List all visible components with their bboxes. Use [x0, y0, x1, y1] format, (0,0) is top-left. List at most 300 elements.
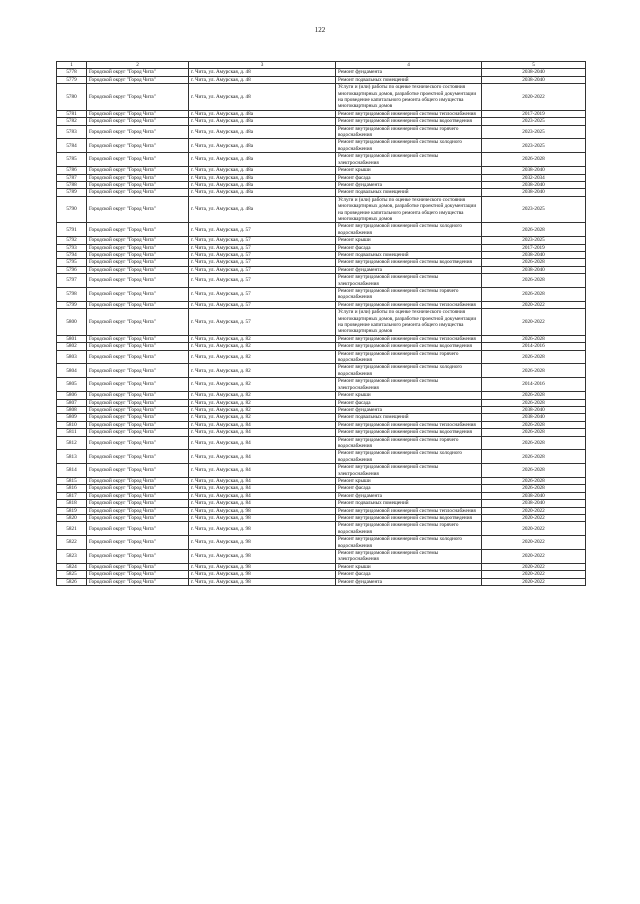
period-cell: 2038-2040	[482, 189, 586, 196]
address-cell: г. Чита, ул. Амурская, д. 98	[189, 571, 336, 578]
row-number-cell: 5796	[57, 266, 87, 273]
period-cell: 2026-2028	[482, 429, 586, 436]
table-row	[57, 578, 586, 585]
table-row	[57, 507, 586, 514]
period-cell: 2038-2040	[482, 492, 586, 499]
work-type-cell: Ремонт внутридомовой инженерной системы горячего водоснабжения	[336, 125, 482, 139]
period-cell: 2026-2028	[482, 350, 586, 364]
work-type-cell: Услуги и (или) работы по оценке технического состояния многоквартирных домов, разработке проектной документации на проведение капитального ремонта общего имущества многоквартирных домов	[336, 84, 482, 111]
municipality-cell: Городской округ "Город Чита"	[87, 550, 189, 564]
address-cell: г. Чита, ул. Амурская, д. 98	[189, 522, 336, 536]
municipality-cell: Городской округ "Город Чита"	[87, 223, 189, 237]
period-cell: 2020-2022	[482, 522, 586, 536]
work-type-cell: Ремонт внутридомовой инженерной системы горячего водоснабжения	[336, 288, 482, 302]
work-type-cell: Ремонт внутридомовой инженерной системы электроснабжения	[336, 550, 482, 564]
municipality-cell: Городской округ "Город Чита"	[87, 406, 189, 413]
table-row	[57, 301, 586, 308]
column-header-3: 3	[189, 62, 336, 69]
row-number-cell: 5789	[57, 189, 87, 196]
address-cell: г. Чита, ул. Амурская, д. 57	[189, 309, 336, 336]
table-row	[57, 223, 586, 237]
address-cell: г. Чита, ул. Амурская, д. 82	[189, 414, 336, 421]
table-row	[57, 266, 586, 273]
period-cell: 2023-2025	[482, 125, 586, 139]
row-number-cell: 5822	[57, 536, 87, 550]
row-number-cell: 5802	[57, 343, 87, 350]
period-cell: 2023-2025	[482, 237, 586, 244]
work-type-cell: Ремонт крыши	[336, 563, 482, 570]
address-cell: г. Чита, ул. Амурская, д. 84	[189, 477, 336, 484]
table-row	[57, 125, 586, 139]
work-type-cell: Ремонт внутридомовой инженерной системы горячего водоснабжения	[336, 522, 482, 536]
municipality-cell: Городской округ "Город Чита"	[87, 450, 189, 464]
municipality-cell: Городской округ "Город Чита"	[87, 274, 189, 288]
row-number-cell: 5811	[57, 429, 87, 436]
work-type-cell: Ремонт внутридомовой инженерной системы холодного водоснабжения	[336, 536, 482, 550]
work-type-cell: Ремонт фундамента	[336, 578, 482, 585]
table-row	[57, 274, 586, 288]
municipality-cell: Городской округ "Город Чита"	[87, 414, 189, 421]
address-cell: г. Чита, ул. Амурская, д. 84	[189, 421, 336, 428]
table-row	[57, 500, 586, 507]
row-number-cell: 5823	[57, 550, 87, 564]
address-cell: г. Чита, ул. Амурская, д. 57	[189, 259, 336, 266]
work-type-cell: Ремонт подвальных помещений	[336, 500, 482, 507]
address-cell: г. Чита, ул. Амурская, д. 82	[189, 343, 336, 350]
row-number-cell: 5797	[57, 274, 87, 288]
work-type-cell: Ремонт фундамента	[336, 69, 482, 76]
address-cell: г. Чита, ул. Амурская, д. 48а	[189, 153, 336, 167]
table-row	[57, 421, 586, 428]
table-row	[57, 309, 586, 336]
work-type-cell: Ремонт внутридомовой инженерной системы водоотведения	[336, 259, 482, 266]
period-cell: 2038-2040	[482, 69, 586, 76]
address-cell: г. Чита, ул. Амурская, д. 82	[189, 378, 336, 392]
repair-schedule-table	[56, 61, 586, 586]
table-row	[57, 251, 586, 258]
row-number-cell: 5815	[57, 477, 87, 484]
table-row	[57, 335, 586, 342]
address-cell: г. Чита, ул. Амурская, д. 48а	[189, 110, 336, 117]
municipality-cell: Городской округ "Город Чита"	[87, 301, 189, 308]
table-body	[57, 69, 586, 586]
address-cell: г. Чита, ул. Амурская, д. 48а	[189, 196, 336, 223]
table-row	[57, 84, 586, 111]
row-number-cell: 5783	[57, 125, 87, 139]
table-row	[57, 139, 586, 153]
period-cell: 2026-2028	[482, 477, 586, 484]
period-cell: 2026-2028	[482, 485, 586, 492]
municipality-cell: Городской округ "Город Чита"	[87, 309, 189, 336]
row-number-cell: 5798	[57, 288, 87, 302]
municipality-cell: Городской округ "Город Чита"	[87, 350, 189, 364]
row-number-cell: 5813	[57, 450, 87, 464]
table-row	[57, 464, 586, 478]
address-cell: г. Чита, ул. Амурская, д. 82	[189, 399, 336, 406]
municipality-cell: Городской округ "Город Чита"	[87, 288, 189, 302]
row-number-cell: 5826	[57, 578, 87, 585]
table-row	[57, 196, 586, 223]
work-type-cell: Ремонт внутридомовой инженерной системы теплоснабжения	[336, 301, 482, 308]
address-cell: г. Чита, ул. Амурская, д. 98	[189, 578, 336, 585]
address-cell: г. Чита, ул. Амурская, д. 48	[189, 84, 336, 111]
period-cell: 2026-2028	[482, 153, 586, 167]
row-number-cell: 5804	[57, 364, 87, 378]
row-number-cell: 5781	[57, 110, 87, 117]
municipality-cell: Городской округ "Город Чита"	[87, 477, 189, 484]
address-cell: г. Чита, ул. Амурская, д. 84	[189, 464, 336, 478]
work-type-cell: Ремонт фасада	[336, 244, 482, 251]
table-row	[57, 406, 586, 413]
table-row	[57, 414, 586, 421]
table-row	[57, 364, 586, 378]
table-header	[57, 62, 586, 69]
row-number-cell: 5808	[57, 406, 87, 413]
row-number-cell: 5786	[57, 167, 87, 174]
row-number-cell: 5825	[57, 571, 87, 578]
work-type-cell: Ремонт внутридомовой инженерной системы теплоснабжения	[336, 507, 482, 514]
period-cell: 2038-2040	[482, 181, 586, 188]
row-number-cell: 5805	[57, 378, 87, 392]
municipality-cell: Городской округ "Город Чита"	[87, 189, 189, 196]
period-cell: 2026-2028	[482, 335, 586, 342]
period-cell: 2038-2040	[482, 266, 586, 273]
work-type-cell: Ремонт внутридомовой инженерной системы горячего водоснабжения	[336, 350, 482, 364]
work-type-cell: Ремонт внутридомовой инженерной системы водоотведения	[336, 429, 482, 436]
row-number-cell: 5787	[57, 174, 87, 181]
table-row	[57, 492, 586, 499]
municipality-cell: Городской округ "Город Чита"	[87, 429, 189, 436]
work-type-cell: Ремонт внутридомовой инженерной системы теплоснабжения	[336, 421, 482, 428]
address-cell: г. Чита, ул. Амурская, д. 98	[189, 507, 336, 514]
period-cell: 2026-2028	[482, 399, 586, 406]
municipality-cell: Городской округ "Город Чита"	[87, 515, 189, 522]
address-cell: г. Чита, ул. Амурская, д. 98	[189, 515, 336, 522]
address-cell: г. Чита, ул. Амурская, д. 48	[189, 69, 336, 76]
address-cell: г. Чита, ул. Амурская, д. 98	[189, 563, 336, 570]
period-cell: 2038-2040	[482, 500, 586, 507]
table-row	[57, 343, 586, 350]
table-row	[57, 153, 586, 167]
table-row	[57, 288, 586, 302]
period-cell: 2026-2028	[482, 436, 586, 450]
row-number-cell: 5819	[57, 507, 87, 514]
table-row	[57, 118, 586, 125]
work-type-cell: Ремонт крыши	[336, 237, 482, 244]
address-cell: г. Чита, ул. Амурская, д. 57	[189, 301, 336, 308]
page-number: 122	[314, 26, 326, 34]
address-cell: г. Чита, ул. Амурская, д. 84	[189, 450, 336, 464]
table-row	[57, 477, 586, 484]
period-cell: 2026-2028	[482, 450, 586, 464]
work-type-cell: Ремонт внутридомовой инженерной системы электроснабжения	[336, 153, 482, 167]
table-row	[57, 167, 586, 174]
address-cell: г. Чита, ул. Амурская, д. 82	[189, 392, 336, 399]
period-cell: 2020-2022	[482, 507, 586, 514]
work-type-cell: Ремонт внутридомовой инженерной системы электроснабжения	[336, 274, 482, 288]
table-row	[57, 350, 586, 364]
row-number-cell: 5821	[57, 522, 87, 536]
municipality-cell: Городской округ "Город Чита"	[87, 259, 189, 266]
row-number-cell: 5816	[57, 485, 87, 492]
table-row	[57, 536, 586, 550]
table-row	[57, 76, 586, 83]
row-number-cell: 5778	[57, 69, 87, 76]
work-type-cell: Ремонт крыши	[336, 167, 482, 174]
address-cell: г. Чита, ул. Амурская, д. 98	[189, 536, 336, 550]
row-number-cell: 5795	[57, 259, 87, 266]
period-cell: 2020-2022	[482, 301, 586, 308]
work-type-cell: Ремонт внутридомовой инженерной системы электроснабжения	[336, 464, 482, 478]
period-cell: 2014-2016	[482, 378, 586, 392]
work-type-cell: Ремонт крыши	[336, 392, 482, 399]
address-cell: г. Чита, ул. Амурская, д. 48а	[189, 174, 336, 181]
municipality-cell: Городской округ "Город Чита"	[87, 485, 189, 492]
municipality-cell: Городской округ "Город Чита"	[87, 153, 189, 167]
period-cell: 2023-2025	[482, 196, 586, 223]
column-header-1: 1	[57, 62, 87, 69]
address-cell: г. Чита, ул. Амурская, д. 48а	[189, 139, 336, 153]
row-number-cell: 5788	[57, 181, 87, 188]
municipality-cell: Городской округ "Город Чита"	[87, 578, 189, 585]
work-type-cell: Ремонт внутридомовой инженерной системы водоотведения	[336, 118, 482, 125]
row-number-cell: 5824	[57, 563, 87, 570]
row-number-cell: 5810	[57, 421, 87, 428]
table-row	[57, 515, 586, 522]
municipality-cell: Городской округ "Город Чита"	[87, 237, 189, 244]
row-number-cell: 5806	[57, 392, 87, 399]
work-type-cell: Услуги и (или) работы по оценке технического состояния многоквартирных домов, разработке проектной документации на проведение капитального ремонта общего имущества многоквартирных домов	[336, 196, 482, 223]
column-header-2: 2	[87, 62, 189, 69]
table-row	[57, 429, 586, 436]
work-type-cell: Ремонт подвальных помещений	[336, 189, 482, 196]
table-row	[57, 378, 586, 392]
work-type-cell: Ремонт внутридомовой инженерной системы теплоснабжения	[336, 110, 482, 117]
row-number-cell: 5779	[57, 76, 87, 83]
municipality-cell: Городской округ "Город Чита"	[87, 118, 189, 125]
address-cell: г. Чита, ул. Амурская, д. 57	[189, 266, 336, 273]
address-cell: г. Чита, ул. Амурская, д. 57	[189, 223, 336, 237]
municipality-cell: Городской округ "Город Чита"	[87, 110, 189, 117]
table-row	[57, 110, 586, 117]
row-number-cell: 5800	[57, 309, 87, 336]
municipality-cell: Городской округ "Город Чита"	[87, 251, 189, 258]
row-number-cell: 5784	[57, 139, 87, 153]
municipality-cell: Городской округ "Город Чита"	[87, 69, 189, 76]
period-cell: 2026-2028	[482, 259, 586, 266]
period-cell: 2038-2040	[482, 406, 586, 413]
table-row	[57, 181, 586, 188]
work-type-cell: Ремонт внутридомовой инженерной системы холодного водоснабжения	[336, 450, 482, 464]
work-type-cell: Ремонт фундамента	[336, 492, 482, 499]
address-cell: г. Чита, ул. Амурская, д. 48а	[189, 125, 336, 139]
address-cell: г. Чита, ул. Амурская, д. 82	[189, 406, 336, 413]
row-number-cell: 5812	[57, 436, 87, 450]
address-cell: г. Чита, ул. Амурская, д. 84	[189, 436, 336, 450]
municipality-cell: Городской округ "Город Чита"	[87, 335, 189, 342]
work-type-cell: Ремонт внутридомовой инженерной системы горячего водоснабжения	[336, 436, 482, 450]
period-cell: 2017-2019	[482, 110, 586, 117]
address-cell: г. Чита, ул. Амурская, д. 84	[189, 492, 336, 499]
period-cell: 2020-2022	[482, 309, 586, 336]
municipality-cell: Городской округ "Город Чита"	[87, 500, 189, 507]
period-cell: 2026-2028	[482, 392, 586, 399]
period-cell: 2026-2028	[482, 421, 586, 428]
period-cell: 2017-2019	[482, 244, 586, 251]
table-row	[57, 244, 586, 251]
municipality-cell: Городской округ "Город Чита"	[87, 174, 189, 181]
period-cell: 2014-2016	[482, 343, 586, 350]
table-row	[57, 392, 586, 399]
period-cell: 2023-2025	[482, 118, 586, 125]
period-cell: 2020-2022	[482, 515, 586, 522]
table-row	[57, 522, 586, 536]
period-cell: 2038-2040	[482, 76, 586, 83]
row-number-cell: 5790	[57, 196, 87, 223]
work-type-cell: Ремонт фундамента	[336, 406, 482, 413]
row-number-cell: 5803	[57, 350, 87, 364]
table-row	[57, 237, 586, 244]
municipality-cell: Городской округ "Город Чита"	[87, 392, 189, 399]
period-cell: 2020-2022	[482, 563, 586, 570]
period-cell: 2020-2022	[482, 571, 586, 578]
table-row	[57, 189, 586, 196]
work-type-cell: Ремонт фасада	[336, 174, 482, 181]
table-row	[57, 259, 586, 266]
work-type-cell: Ремонт фундамента	[336, 181, 482, 188]
municipality-cell: Городской округ "Город Чита"	[87, 464, 189, 478]
work-type-cell: Ремонт внутридомовой инженерной системы водоотведения	[336, 515, 482, 522]
period-cell: 2032-2034	[482, 174, 586, 181]
address-cell: г. Чита, ул. Амурская, д. 57	[189, 288, 336, 302]
table-row	[57, 69, 586, 76]
address-cell: г. Чита, ул. Амурская, д. 82	[189, 335, 336, 342]
address-cell: г. Чита, ул. Амурская, д. 57	[189, 251, 336, 258]
period-cell: 2038-2040	[482, 167, 586, 174]
row-number-cell: 5799	[57, 301, 87, 308]
column-number-row	[57, 62, 586, 69]
work-type-cell: Ремонт подвальных помещений	[336, 251, 482, 258]
period-cell: 2026-2028	[482, 288, 586, 302]
municipality-cell: Городской округ "Город Чита"	[87, 139, 189, 153]
municipality-cell: Городской округ "Город Чита"	[87, 167, 189, 174]
table-row	[57, 174, 586, 181]
municipality-cell: Городской округ "Город Чита"	[87, 76, 189, 83]
period-cell: 2020-2022	[482, 550, 586, 564]
work-type-cell: Ремонт фасада	[336, 485, 482, 492]
work-type-cell: Ремонт внутридомовой инженерной системы теплоснабжения	[336, 335, 482, 342]
municipality-cell: Городской округ "Город Чита"	[87, 522, 189, 536]
work-type-cell: Ремонт подвальных помещений	[336, 414, 482, 421]
row-number-cell: 5809	[57, 414, 87, 421]
period-cell: 2026-2028	[482, 364, 586, 378]
period-cell: 2038-2040	[482, 251, 586, 258]
row-number-cell: 5780	[57, 84, 87, 111]
table-row	[57, 563, 586, 570]
row-number-cell: 5818	[57, 500, 87, 507]
municipality-cell: Городской округ "Город Чита"	[87, 196, 189, 223]
municipality-cell: Городской округ "Город Чита"	[87, 507, 189, 514]
period-cell: 2026-2028	[482, 223, 586, 237]
work-type-cell: Услуги и (или) работы по оценке технического состояния многоквартирных домов, разработке проектной документации на проведение капитального ремонта общего имущества многоквартирных домов	[336, 309, 482, 336]
address-cell: г. Чита, ул. Амурская, д. 48	[189, 76, 336, 83]
municipality-cell: Городской округ "Город Чита"	[87, 436, 189, 450]
work-type-cell: Ремонт внутридомовой инженерной системы холодного водоснабжения	[336, 139, 482, 153]
address-cell: г. Чита, ул. Амурская, д. 84	[189, 485, 336, 492]
municipality-cell: Городской округ "Город Чита"	[87, 563, 189, 570]
address-cell: г. Чита, ул. Амурская, д. 48а	[189, 167, 336, 174]
column-header-5: 5	[482, 62, 586, 69]
row-number-cell: 5801	[57, 335, 87, 342]
row-number-cell: 5820	[57, 515, 87, 522]
row-number-cell: 5817	[57, 492, 87, 499]
address-cell: г. Чита, ул. Амурская, д. 57	[189, 274, 336, 288]
row-number-cell: 5782	[57, 118, 87, 125]
municipality-cell: Городской округ "Город Чита"	[87, 492, 189, 499]
address-cell: г. Чита, ул. Амурская, д. 57	[189, 237, 336, 244]
municipality-cell: Городской округ "Город Чита"	[87, 421, 189, 428]
municipality-cell: Городской округ "Город Чита"	[87, 571, 189, 578]
table-row	[57, 571, 586, 578]
address-cell: г. Чита, ул. Амурская, д. 48а	[189, 189, 336, 196]
period-cell: 2038-2040	[482, 414, 586, 421]
table-row	[57, 436, 586, 450]
column-header-4: 4	[336, 62, 482, 69]
work-type-cell: Ремонт внутридомовой инженерной системы водоотведения	[336, 343, 482, 350]
work-type-cell: Ремонт крыши	[336, 477, 482, 484]
table-row	[57, 399, 586, 406]
table-row	[57, 450, 586, 464]
period-cell: 2020-2022	[482, 578, 586, 585]
row-number-cell: 5792	[57, 237, 87, 244]
municipality-cell: Городской округ "Город Чита"	[87, 84, 189, 111]
municipality-cell: Городской округ "Город Чита"	[87, 125, 189, 139]
municipality-cell: Городской округ "Город Чита"	[87, 266, 189, 273]
row-number-cell: 5794	[57, 251, 87, 258]
period-cell: 2026-2028	[482, 274, 586, 288]
address-cell: г. Чита, ул. Амурская, д. 98	[189, 550, 336, 564]
work-type-cell: Ремонт внутридомовой инженерной системы холодного водоснабжения	[336, 223, 482, 237]
municipality-cell: Городской округ "Город Чита"	[87, 364, 189, 378]
address-cell: г. Чита, ул. Амурская, д. 82	[189, 350, 336, 364]
address-cell: г. Чита, ул. Амурская, д. 48а	[189, 181, 336, 188]
period-cell: 2020-2022	[482, 536, 586, 550]
work-type-cell: Ремонт внутридомовой инженерной системы холодного водоснабжения	[336, 364, 482, 378]
row-number-cell: 5807	[57, 399, 87, 406]
period-cell: 2026-2028	[482, 464, 586, 478]
row-number-cell: 5793	[57, 244, 87, 251]
row-number-cell: 5814	[57, 464, 87, 478]
municipality-cell: Городской округ "Город Чита"	[87, 378, 189, 392]
address-cell: г. Чита, ул. Амурская, д. 82	[189, 364, 336, 378]
work-type-cell: Ремонт фасада	[336, 399, 482, 406]
table-row	[57, 550, 586, 564]
table-row	[57, 485, 586, 492]
period-cell: 2020-2022	[482, 84, 586, 111]
work-type-cell: Ремонт подвальных помещений	[336, 76, 482, 83]
work-type-cell: Ремонт фундамента	[336, 266, 482, 273]
municipality-cell: Городской округ "Город Чита"	[87, 181, 189, 188]
work-type-cell: Ремонт внутридомовой инженерной системы электроснабжения	[336, 378, 482, 392]
row-number-cell: 5785	[57, 153, 87, 167]
municipality-cell: Городской округ "Город Чита"	[87, 343, 189, 350]
address-cell: г. Чита, ул. Амурская, д. 48а	[189, 118, 336, 125]
period-cell: 2023-2025	[482, 139, 586, 153]
address-cell: г. Чита, ул. Амурская, д. 84	[189, 500, 336, 507]
address-cell: г. Чита, ул. Амурская, д. 84	[189, 429, 336, 436]
municipality-cell: Городской округ "Город Чита"	[87, 536, 189, 550]
municipality-cell: Городской округ "Город Чита"	[87, 244, 189, 251]
